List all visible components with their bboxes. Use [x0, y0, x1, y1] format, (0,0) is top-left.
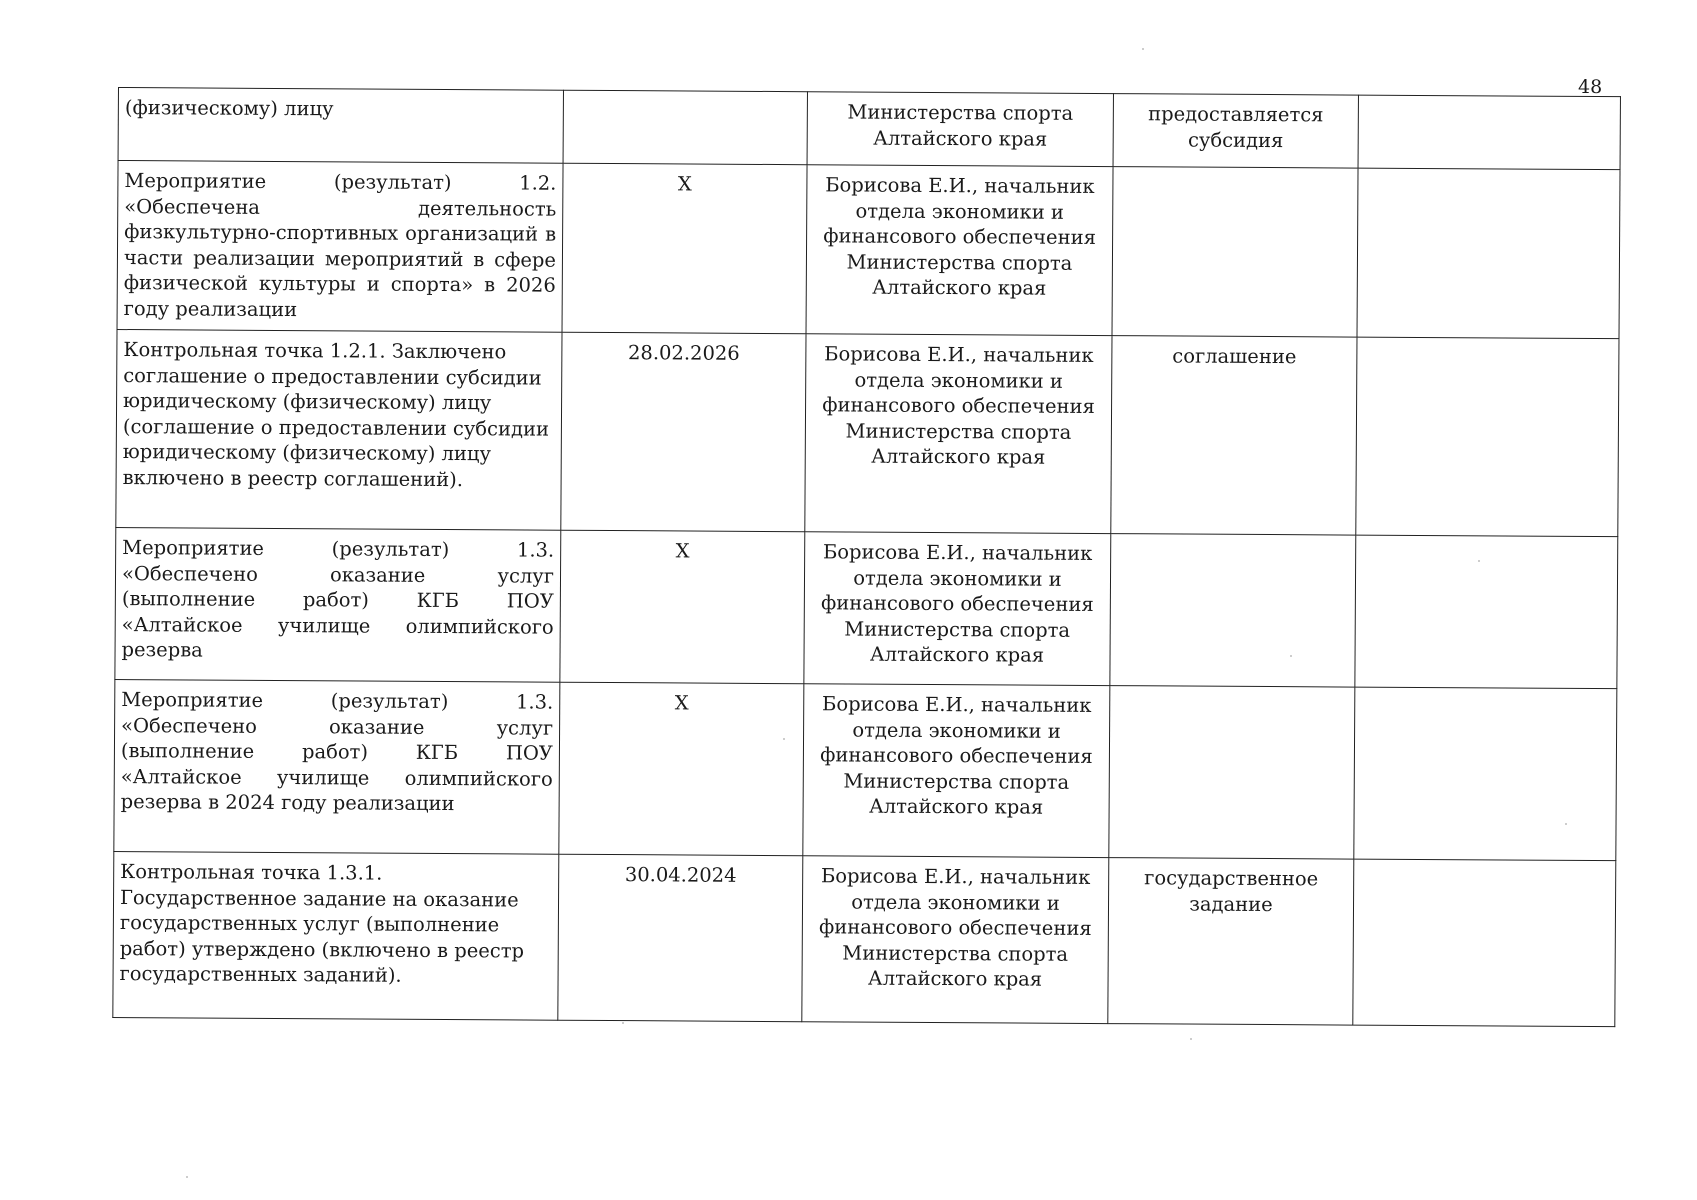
responsible-cell: Борисова Е.И., начальник отдела экономики и финансового обеспечения Министерства спорта Алтайского края — [804, 532, 1111, 686]
item-name-cell: Мероприятие (результат) 1.2. «Обеспечена деятельность физкультурно-спортивных организаций в части реализации мероприятий в сфере физической культуры и спорта» в 2026 году реализации — [117, 161, 563, 333]
document-cell: предоставляется субсидия — [1113, 94, 1358, 168]
date-cell: 28.02.2026 — [561, 332, 806, 531]
extra-cell — [1354, 687, 1617, 861]
table-row — [118, 88, 1620, 170]
table-row — [117, 161, 1620, 339]
date-cell: Х — [560, 530, 805, 683]
scan-speck — [1190, 1038, 1192, 1040]
schedule-table — [112, 87, 1621, 1027]
page-number: 48 — [1578, 76, 1603, 98]
table-row — [116, 329, 1619, 536]
responsible-cell: Борисова Е.И., начальник отдела экономики и финансового обеспечения Министерства спорта Алтайского края — [802, 856, 1109, 1024]
scan-speck — [1290, 655, 1292, 657]
document-cell — [1109, 686, 1355, 859]
extra-cell — [1357, 168, 1620, 339]
responsible-cell: Борисова Е.И., начальник отдела экономики и финансового обеспечения Министерства спорта Алтайского края — [806, 165, 1113, 336]
item-name-cell: Мероприятие (результат) 1.3. «Обеспечено оказание услуг (выполнение работ) КГБ ПОУ «Алтайское училище олимпийского резерва в 2024 году реализации — [114, 679, 560, 854]
document-cell: соглашение — [1111, 336, 1357, 535]
date-cell — [563, 90, 807, 164]
item-name-cell: (физическому) лицу — [118, 88, 563, 164]
extra-cell — [1356, 337, 1619, 537]
scan-speck — [783, 738, 785, 740]
document-cell: государственное задание — [1108, 858, 1354, 1025]
extra-cell — [1355, 535, 1618, 689]
scan-speck — [1565, 823, 1567, 825]
table-row — [113, 851, 1616, 1026]
document-cell — [1112, 167, 1358, 337]
item-name-cell: Мероприятие (результат) 1.3. «Обеспечено оказание услуг (выполнение работ) КГБ ПОУ «Алтайское училище олимпийского резерва — [115, 527, 561, 682]
date-cell: 30.04.2024 — [558, 854, 803, 1021]
table-row — [114, 679, 1617, 860]
scan-speck — [622, 1022, 624, 1024]
date-cell: Х — [562, 163, 807, 333]
item-name-cell: Контрольная точка 1.3.1. Государственное задание на оказание государственных услуг (выполнение работ) утверждено (включено в реестр государственных заданий). — [113, 851, 559, 1020]
scan-speck — [1478, 560, 1480, 562]
responsible-cell: Борисова Е.И., начальник отдела экономики и финансового обеспечения Министерства спорта Алтайского края — [805, 334, 1112, 534]
scan-speck — [186, 1176, 188, 1178]
date-cell: Х — [559, 682, 804, 855]
scan-speck — [1142, 48, 1144, 50]
responsible-cell: Борисова Е.И., начальник отдела экономики и финансового обеспечения Министерства спорта Алтайского края — [803, 684, 1110, 858]
table-row — [115, 527, 1618, 688]
item-name-cell: Контрольная точка 1.2.1. Заключено соглашение о предоставлении субсидии юридическому (физическому) лицу (соглашение о предоставлении субсидии юридическому (физическому) лицу включено в реестр соглашений). — [116, 329, 562, 530]
responsible-cell: Министерства спорта Алтайского края — [807, 92, 1113, 167]
extra-cell — [1353, 859, 1616, 1027]
extra-cell — [1358, 95, 1620, 170]
document-cell — [1110, 534, 1356, 687]
